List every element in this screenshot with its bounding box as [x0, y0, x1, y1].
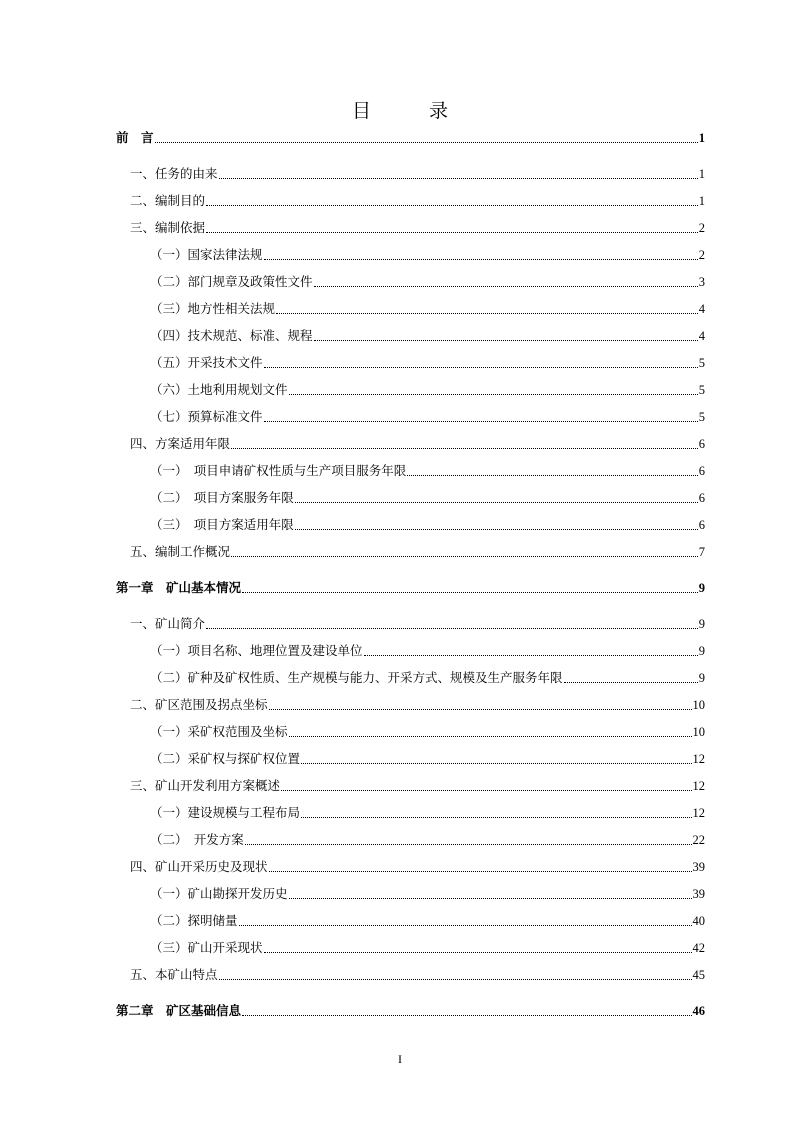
toc-entry-label: 第二章 矿区基础信息	[116, 1003, 242, 1018]
toc-entry-page: 12	[692, 806, 705, 820]
toc-entry-label: 一、任务的由来	[130, 166, 218, 181]
toc-entry-label: 二、矿区范围及拐点坐标	[130, 697, 268, 712]
dot-leader	[301, 762, 691, 764]
toc-entry-page: 2	[698, 221, 705, 235]
dot-leader	[295, 528, 698, 530]
page-title: 目 录	[351, 100, 475, 122]
toc-entry-page: 7	[698, 545, 705, 559]
dot-leader	[219, 978, 692, 980]
dot-leader	[264, 951, 692, 953]
toc-entry-label: （四）技术规范、标准、规程	[150, 328, 313, 343]
toc-entry[interactable]	[116, 245, 705, 265]
toc-entry-page: 40	[692, 914, 705, 928]
toc-entry-page: 6	[698, 518, 705, 532]
dot-leader	[264, 420, 698, 422]
toc-entry-page: 2	[698, 248, 705, 262]
toc-entry[interactable]	[116, 749, 705, 769]
toc-entry[interactable]	[116, 884, 705, 904]
toc-entry-page: 9	[698, 644, 705, 658]
toc-entry-label: 一、矿山简介	[130, 616, 206, 631]
toc-entry[interactable]	[116, 776, 705, 796]
dot-leader	[155, 141, 698, 143]
toc-entry-page: 10	[692, 725, 705, 739]
toc-entry[interactable]	[116, 164, 705, 184]
toc-entry-page: 5	[698, 383, 705, 397]
toc-entry-label: （一）项目名称、地理位置及建设单位	[150, 643, 363, 658]
toc-entry-label: （一）采矿权范围及坐标	[150, 724, 288, 739]
toc-entry-page: 3	[698, 275, 705, 289]
toc-entry[interactable]	[116, 299, 705, 319]
toc-entry[interactable]	[116, 641, 705, 661]
toc-entry[interactable]	[116, 326, 705, 346]
toc-entry[interactable]	[116, 434, 705, 454]
toc-entry-page: 4	[698, 329, 705, 343]
toc-entry-label: 前 言	[116, 130, 154, 145]
toc-entry[interactable]	[116, 695, 705, 715]
dot-leader	[364, 654, 698, 656]
dot-leader	[269, 708, 692, 710]
toc-entry-label: 三、编制依据	[130, 220, 206, 235]
toc-entry[interactable]	[116, 803, 705, 823]
toc-entry-page: 6	[698, 437, 705, 451]
dot-leader	[295, 501, 698, 503]
toc-chapter-entry[interactable]	[116, 1001, 705, 1021]
dot-leader	[314, 285, 698, 287]
toc-entry-label: 第一章 矿山基本情况	[116, 580, 242, 595]
toc-entry-page: 39	[692, 887, 705, 901]
toc-entry-page: 1	[698, 194, 705, 208]
toc-entry-page: 4	[698, 302, 705, 316]
toc-entry-label: （三）地方性相关法规	[150, 301, 276, 316]
toc-entry[interactable]	[116, 722, 705, 742]
dot-leader	[206, 231, 698, 233]
page-number: I	[398, 1052, 402, 1066]
toc-entry-page: 39	[692, 860, 705, 874]
toc-entry-label: （一）矿山勘探开发历史	[150, 886, 288, 901]
toc-entry[interactable]	[116, 911, 705, 931]
dot-leader	[407, 474, 697, 476]
dot-leader	[219, 177, 698, 179]
dot-leader	[231, 555, 698, 557]
dot-leader	[314, 339, 698, 341]
dot-leader	[264, 258, 698, 260]
toc-entry-label: （三） 项目方案适用年限	[150, 517, 294, 532]
dot-leader	[264, 366, 698, 368]
toc-entry-label: （三）矿山开采现状	[150, 940, 263, 955]
toc-entry[interactable]	[116, 515, 705, 535]
toc-entry[interactable]	[116, 380, 705, 400]
toc-entry[interactable]	[116, 938, 705, 958]
toc-entry[interactable]	[116, 488, 705, 508]
dot-leader	[276, 312, 698, 314]
toc-entry-label: （二）矿种及矿权性质、生产规模与能力、开采方式、规模及生产服务年限	[150, 670, 563, 685]
dot-leader	[301, 816, 691, 818]
toc-entry[interactable]	[116, 407, 705, 427]
toc-chapter-entry[interactable]	[116, 578, 705, 598]
toc-entry-page: 5	[698, 356, 705, 370]
toc-entry-page: 9	[698, 581, 705, 595]
toc-entry[interactable]	[116, 461, 705, 481]
toc-entry[interactable]	[116, 668, 705, 688]
toc-entry-label: （七）预算标准文件	[150, 409, 263, 424]
toc-entry-page: 6	[698, 491, 705, 505]
toc-entry-page: 12	[692, 752, 705, 766]
toc-entry-label: （五）开采技术文件	[150, 355, 263, 370]
toc-entry-label: 二、编制目的	[130, 193, 206, 208]
toc-entry-label: （六）土地利用规划文件	[150, 382, 288, 397]
toc-entry-page: 10	[692, 698, 705, 712]
dot-leader	[289, 735, 692, 737]
toc-entry[interactable]	[116, 965, 705, 985]
toc-entry-label: （二）采矿权与探矿权位置	[150, 751, 301, 766]
toc-entry[interactable]	[116, 191, 705, 211]
dot-leader	[231, 447, 698, 449]
dot-leader	[206, 204, 698, 206]
toc-entry[interactable]	[116, 218, 705, 238]
toc-entry-page: 5	[698, 410, 705, 424]
toc-entry-label: （二）部门规章及政策性文件	[150, 274, 313, 289]
dot-leader	[289, 393, 698, 395]
toc-entry-page: 6	[698, 464, 705, 478]
toc-entry-page: 1	[698, 131, 705, 145]
toc-entry-page: 46	[692, 1004, 705, 1018]
dot-leader	[242, 1014, 691, 1016]
toc-entry-page: 22	[692, 833, 705, 847]
dot-leader	[281, 789, 691, 791]
toc-entry-page: 1	[698, 167, 705, 181]
toc-entry[interactable]	[116, 830, 705, 850]
toc-entry[interactable]	[116, 272, 705, 292]
dot-leader	[289, 897, 692, 899]
toc-entry-label: （二） 项目方案服务年限	[150, 490, 294, 505]
dot-leader	[206, 627, 698, 629]
toc-entry-page: 42	[692, 941, 705, 955]
toc-entry-label: （二）探明储量	[150, 913, 238, 928]
toc-chapter-entry[interactable]	[116, 128, 705, 148]
toc-entry[interactable]	[116, 353, 705, 373]
toc-entry-label: 五、本矿山特点	[130, 967, 218, 982]
toc-entry-page: 9	[698, 617, 705, 631]
dot-leader	[269, 870, 692, 872]
toc-entry-label: （一）建设规模与工程布局	[150, 805, 301, 820]
toc-entry[interactable]	[116, 614, 705, 634]
dot-leader	[239, 924, 692, 926]
toc-entry-page: 9	[698, 671, 705, 685]
toc-entry-label: 四、方案适用年限	[130, 436, 231, 451]
toc-entry-label: （二） 开发方案	[150, 832, 244, 847]
toc-entry-label: 三、矿山开发利用方案概述	[130, 778, 281, 793]
toc-entry-label: 五、编制工作概况	[130, 544, 231, 559]
dot-leader	[564, 681, 698, 683]
toc-entry-label: 四、矿山开采历史及现状	[130, 859, 268, 874]
toc-entry[interactable]	[116, 542, 705, 562]
toc-entry[interactable]	[116, 857, 705, 877]
toc-entry-label: （一） 项目申请矿权性质与生产项目服务年限	[150, 463, 407, 478]
dot-leader	[242, 591, 698, 593]
toc-entry-page: 12	[692, 779, 705, 793]
toc-entry-label: （一）国家法律法规	[150, 247, 263, 262]
dot-leader	[245, 843, 692, 845]
toc-entry-page: 45	[692, 968, 705, 982]
